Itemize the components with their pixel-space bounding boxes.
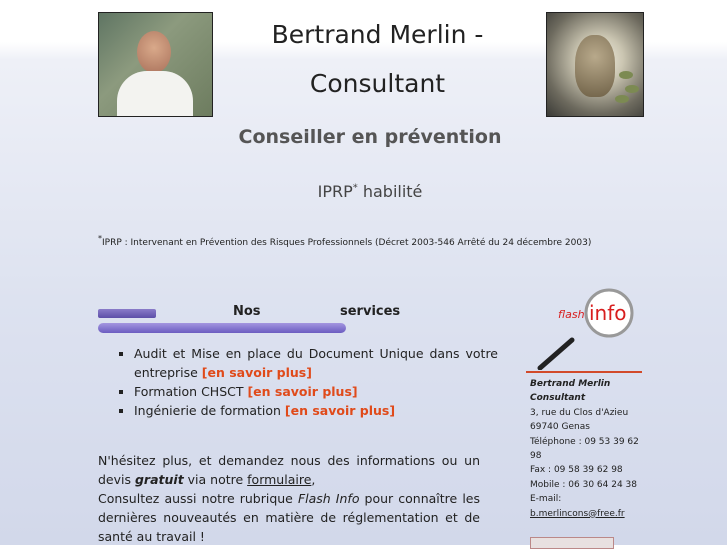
service-text: Ingénierie de formation <box>134 403 285 418</box>
footnote-marker: * <box>98 234 102 243</box>
leaf-shape <box>615 95 629 103</box>
contact-role: Consultant <box>530 393 586 404</box>
service-text: Formation CHSCT <box>134 384 248 399</box>
leaf-shape <box>625 85 639 93</box>
portrait-face <box>137 31 171 73</box>
contact-divider <box>526 371 642 373</box>
contact-email-label: E-mail: <box>530 494 562 505</box>
services-list <box>116 344 498 420</box>
cta-bold: gratuit <box>134 472 184 487</box>
contact-address2: 69740 Genas <box>530 422 590 433</box>
iprp-asterisk: * <box>352 182 358 194</box>
footnote-text: IPRP : Intervenant en Prévention des Risques Professionnels (Décret 2003-546 Arrêté du 24 décembre 2003) <box>102 238 592 248</box>
footer-badge[interactable] <box>530 537 614 549</box>
cta-paragraph-2 <box>98 489 480 546</box>
iprp-footnote <box>98 234 658 248</box>
contact-card <box>530 377 642 521</box>
cta-text: N'hésitez plus, et demandez nous des informations ou un devis <box>98 453 480 487</box>
owl-figure <box>575 35 615 97</box>
portrait-shirt <box>117 71 193 117</box>
list-item <box>134 382 498 401</box>
more-link[interactable]: [en savoir plus] <box>201 365 312 380</box>
iprp-suffix: habilité <box>357 182 423 201</box>
flash-word: flash <box>558 308 585 321</box>
contact-fax: Fax : 09 58 39 62 98 <box>530 465 623 476</box>
contact-name: Bertrand Merlin <box>530 379 611 389</box>
services-title-word2: services <box>340 304 401 319</box>
services-bar-bottom <box>98 323 346 333</box>
cta-text: , <box>311 472 316 487</box>
site-title-line1: Bertrand Merlin - <box>271 20 484 49</box>
contact-phone: Téléphone : 09 53 39 62 98 <box>530 436 639 462</box>
iprp-label: IPRP <box>317 182 353 201</box>
leaf-shape <box>619 71 633 79</box>
services-title-word1: Nos <box>233 304 261 319</box>
owl-photo <box>546 12 644 117</box>
info-word: info <box>589 301 627 325</box>
contact-email-link[interactable]: b.merlincons@free.fr <box>530 508 625 519</box>
services-bar-top <box>98 309 156 318</box>
cta-text: Consultez aussi notre rubrique <box>98 491 298 506</box>
cta-paragraph-1 <box>98 451 480 489</box>
flash-info-mention: Flash Info <box>297 491 360 506</box>
form-link[interactable]: formulaire <box>247 472 312 487</box>
magnifier-handle <box>540 340 572 368</box>
contact-address1: 3, rue du Clos d'Azieu <box>530 407 629 418</box>
site-title-line2: Consultant <box>309 69 446 98</box>
page-subtitle: Conseiller en prévention <box>238 126 502 148</box>
service-text: Audit et Mise en place du Document Unique dans votre entreprise <box>134 346 498 380</box>
iprp-heading <box>98 182 642 201</box>
cta-text: via notre <box>183 472 248 487</box>
contact-mobile: Mobile : 06 30 64 24 38 <box>530 479 637 490</box>
flash-info-logo[interactable] <box>532 288 640 370</box>
list-item <box>134 344 498 382</box>
more-link[interactable]: [en savoir plus] <box>247 384 358 399</box>
cta-text: pour connaître les dernières nouveautés en matière de réglementation et de santé au travail ! <box>98 491 480 544</box>
list-item <box>134 401 498 420</box>
more-link[interactable]: [en savoir plus] <box>284 403 396 418</box>
portrait-photo <box>98 12 213 117</box>
